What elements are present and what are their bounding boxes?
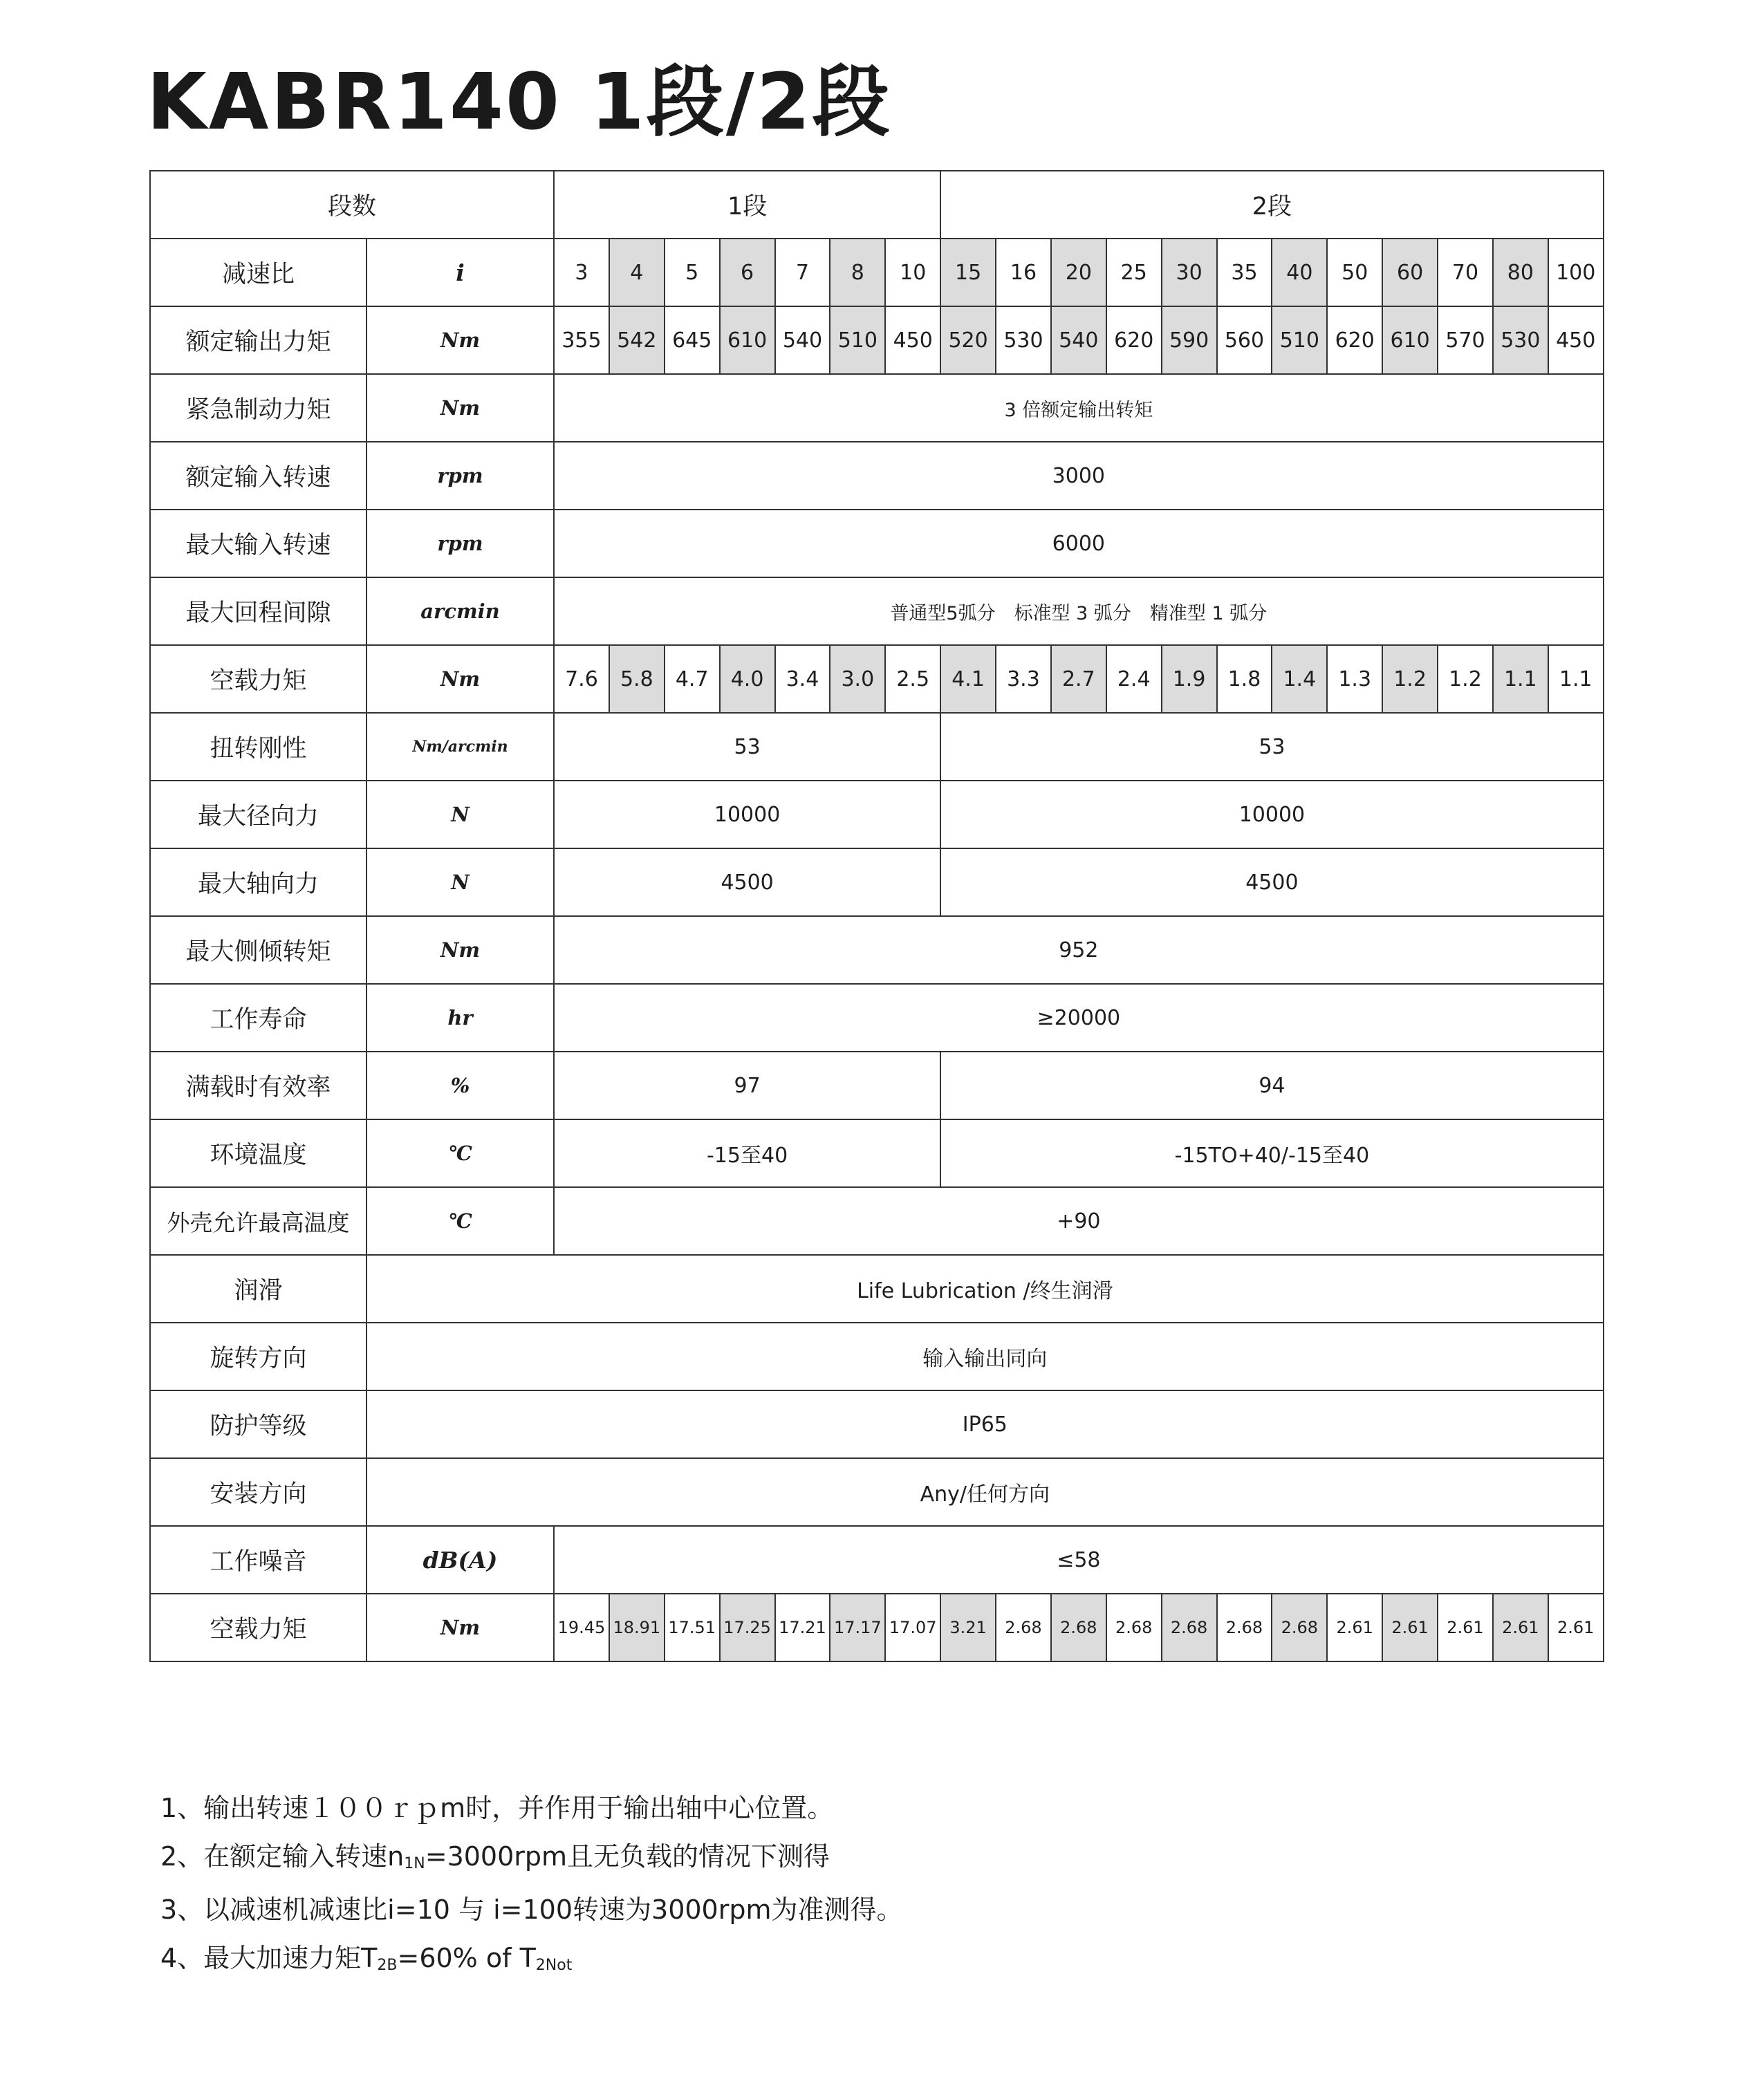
max-tilting-torque-row: [150, 916, 1604, 984]
value-cell: 540: [1051, 306, 1106, 374]
span-value: ≤58: [554, 1526, 1604, 1594]
row-unit: rpm: [366, 510, 554, 577]
footnote-4-text-mid: =60% of T: [397, 1943, 536, 1973]
ratio-cell: 35: [1217, 239, 1272, 306]
ratio-cell: 30: [1162, 239, 1217, 306]
value-cell: 1.2: [1438, 645, 1493, 713]
value-cell: 610: [1382, 306, 1438, 374]
stage2-value: -15TO+40/-15至40: [940, 1119, 1604, 1187]
ratio-cell: 25: [1106, 239, 1162, 306]
value-cell: 1.2: [1382, 645, 1438, 713]
value-cell: 17.51: [665, 1594, 720, 1661]
value-cell: 520: [940, 306, 996, 374]
max-housing-temp-row: [150, 1187, 1604, 1255]
noise-row: [150, 1526, 1604, 1594]
row-label: 空载力矩: [150, 645, 366, 713]
value-cell: 542: [609, 306, 665, 374]
value-cell: 4.0: [720, 645, 775, 713]
value-cell: 450: [1548, 306, 1604, 374]
span-value: 输入输出同向: [366, 1323, 1604, 1390]
row-label: 工作寿命: [150, 984, 366, 1052]
stage1-header: 1段: [554, 171, 940, 239]
ratio-cell: 20: [1051, 239, 1106, 306]
stage1-value: 10000: [554, 781, 940, 848]
row-label: 最大侧倾转矩: [150, 916, 366, 984]
stage2-value: 10000: [940, 781, 1604, 848]
no-load-torque-2-row: [150, 1594, 1604, 1661]
ratio-cell: 15: [940, 239, 996, 306]
row-label: 最大径向力: [150, 781, 366, 848]
stage1-value: 97: [554, 1052, 940, 1119]
row-unit: i: [366, 239, 554, 306]
no-load-torque-row: [150, 645, 1604, 713]
value-cell: 620: [1106, 306, 1162, 374]
value-cell: 1.1: [1548, 645, 1604, 713]
row-unit: ℃: [366, 1119, 554, 1187]
ratio-cell: 50: [1327, 239, 1382, 306]
stage2-value: 4500: [940, 848, 1604, 916]
value-cell: 355: [554, 306, 609, 374]
ratio-cell: 5: [665, 239, 720, 306]
row-unit: N: [366, 848, 554, 916]
ratio-cell: 6: [720, 239, 775, 306]
stage2-header: 2段: [940, 171, 1604, 239]
value-cell: 1.9: [1162, 645, 1217, 713]
max-radial-force-row: [150, 781, 1604, 848]
value-cell: 2.68: [1162, 1594, 1217, 1661]
span-value: Any/任何方向: [366, 1458, 1604, 1526]
value-cell: 450: [885, 306, 940, 374]
footnote-4: [160, 1934, 902, 1987]
value-cell: 620: [1327, 306, 1382, 374]
footnotes: [160, 1784, 902, 1987]
stage1-value: 4500: [554, 848, 940, 916]
footnote-2-subscript: 1N: [404, 1855, 425, 1872]
span-value: 952: [554, 916, 1604, 984]
mounting-direction-row: [150, 1458, 1604, 1526]
span-value: ≥20000: [554, 984, 1604, 1052]
stage-count-label: 段数: [150, 171, 554, 239]
row-label: 空载力矩: [150, 1594, 366, 1661]
value-cell: 610: [720, 306, 775, 374]
efficiency-row: [150, 1052, 1604, 1119]
ratio-cell: 100: [1548, 239, 1604, 306]
value-cell: 1.4: [1272, 645, 1327, 713]
row-label: 满载时有效率: [150, 1052, 366, 1119]
row-unit: Nm: [366, 306, 554, 374]
row-label: 润滑: [150, 1255, 366, 1323]
value-cell: 2.7: [1051, 645, 1106, 713]
footnote-4-subscript: 2B: [377, 1957, 398, 1974]
value-cell: 4.7: [665, 645, 720, 713]
max-axial-force-row: [150, 848, 1604, 916]
value-cell: 2.68: [1272, 1594, 1327, 1661]
value-cell: 530: [996, 306, 1051, 374]
span-value: 6000: [554, 510, 1604, 577]
row-label: 安装方向: [150, 1458, 366, 1526]
ratio-cell: 60: [1382, 239, 1438, 306]
value-cell: 2.68: [1051, 1594, 1106, 1661]
row-unit: hr: [366, 984, 554, 1052]
ratio-cell: 4: [609, 239, 665, 306]
span-value: 普通型5弧分 标准型 3 弧分 精准型 1 弧分: [554, 577, 1604, 645]
stage2-value: 53: [940, 713, 1604, 781]
span-value: 3000: [554, 442, 1604, 510]
ratio-cell: 80: [1493, 239, 1548, 306]
ambient-temp-row: [150, 1119, 1604, 1187]
row-label: 最大轴向力: [150, 848, 366, 916]
row-unit: Nm: [366, 1594, 554, 1661]
footnote-2: [160, 1832, 902, 1885]
value-cell: 3.3: [996, 645, 1051, 713]
lubrication-row: [150, 1255, 1604, 1323]
value-cell: 18.91: [609, 1594, 665, 1661]
emergency-torque-row: [150, 374, 1604, 442]
value-cell: 1.8: [1217, 645, 1272, 713]
ratio-cell: 3: [554, 239, 609, 306]
value-cell: 2.68: [996, 1594, 1051, 1661]
value-cell: 2.68: [1106, 1594, 1162, 1661]
page-title: KABR140 1段/2段: [147, 57, 892, 147]
row-label: 最大回程间隙: [150, 577, 366, 645]
span-value: Life Lubrication /终生润滑: [366, 1255, 1604, 1323]
value-cell: 2.4: [1106, 645, 1162, 713]
row-label: 工作噪音: [150, 1526, 366, 1594]
footnote-2-text-end: =3000rpm且无负载的情况下测得: [425, 1841, 830, 1872]
stage1-value: -15至40: [554, 1119, 940, 1187]
row-label: 最大输入转速: [150, 510, 366, 577]
ratio-cell: 7: [775, 239, 830, 306]
value-cell: 510: [1272, 306, 1327, 374]
torsional-rigidity-row: [150, 713, 1604, 781]
value-cell: 5.8: [609, 645, 665, 713]
stage2-value: 94: [940, 1052, 1604, 1119]
row-label: 扭转刚性: [150, 713, 366, 781]
row-label: 防护等级: [150, 1390, 366, 1458]
value-cell: 2.61: [1382, 1594, 1438, 1661]
row-label: 额定输出力矩: [150, 306, 366, 374]
ratio-cell: 8: [830, 239, 885, 306]
row-unit: Nm: [366, 374, 554, 442]
span-value: 3 倍额定输出转矩: [554, 374, 1604, 442]
rotation-direction-row: [150, 1323, 1604, 1390]
ratio-cell: 16: [996, 239, 1051, 306]
value-cell: 2.68: [1217, 1594, 1272, 1661]
value-cell: 2.61: [1493, 1594, 1548, 1661]
row-label: 环境温度: [150, 1119, 366, 1187]
value-cell: 3.21: [940, 1594, 996, 1661]
footnote-1: 1、输出转速１００ｒｐm时，并作用于输出轴中心位置。: [160, 1793, 834, 1823]
rated-torque-row: [150, 306, 1604, 374]
row-label: 外壳允许最高温度: [150, 1187, 366, 1255]
row-unit: N: [366, 781, 554, 848]
ratio-cell: 40: [1272, 239, 1327, 306]
value-cell: 3.0: [830, 645, 885, 713]
rated-input-speed-row: [150, 442, 1604, 510]
row-unit: %: [366, 1052, 554, 1119]
value-cell: 4.1: [940, 645, 996, 713]
value-cell: 530: [1493, 306, 1548, 374]
row-unit: Nm/arcmin: [366, 713, 554, 781]
row-label: 减速比: [150, 239, 366, 306]
spec-table: [149, 170, 1604, 1662]
row-unit: Nm: [366, 916, 554, 984]
value-cell: 570: [1438, 306, 1493, 374]
row-unit: Nm: [366, 645, 554, 713]
row-unit: dB(A): [366, 1526, 554, 1594]
ratio-row: [150, 239, 1604, 306]
row-label: 额定输入转速: [150, 442, 366, 510]
service-life-row: [150, 984, 1604, 1052]
max-input-speed-row: [150, 510, 1604, 577]
table-header-row: [150, 171, 1604, 239]
span-value: IP65: [366, 1390, 1604, 1458]
value-cell: 17.07: [885, 1594, 940, 1661]
value-cell: 560: [1217, 306, 1272, 374]
value-cell: 17.21: [775, 1594, 830, 1661]
row-unit: arcmin: [366, 577, 554, 645]
backlash-row: [150, 577, 1604, 645]
ratio-cell: 70: [1438, 239, 1493, 306]
value-cell: 2.61: [1548, 1594, 1604, 1661]
value-cell: 510: [830, 306, 885, 374]
stage1-value: 53: [554, 713, 940, 781]
value-cell: 645: [665, 306, 720, 374]
value-cell: 17.25: [720, 1594, 775, 1661]
row-label: 旋转方向: [150, 1323, 366, 1390]
value-cell: 19.45: [554, 1594, 609, 1661]
value-cell: 540: [775, 306, 830, 374]
row-label: 紧急制动力矩: [150, 374, 366, 442]
footnote-2-text: 2、在额定输入转速n: [160, 1841, 405, 1872]
row-unit: ℃: [366, 1187, 554, 1255]
footnote-4-subscript-2: 2Not: [535, 1957, 573, 1974]
protection-class-row: [150, 1390, 1604, 1458]
value-cell: 7.6: [554, 645, 609, 713]
value-cell: 1.1: [1493, 645, 1548, 713]
value-cell: 590: [1162, 306, 1217, 374]
value-cell: 2.61: [1327, 1594, 1382, 1661]
value-cell: 2.5: [885, 645, 940, 713]
value-cell: 2.61: [1438, 1594, 1493, 1661]
value-cell: 17.17: [830, 1594, 885, 1661]
value-cell: 1.3: [1327, 645, 1382, 713]
value-cell: 3.4: [775, 645, 830, 713]
span-value: +90: [554, 1187, 1604, 1255]
ratio-cell: 10: [885, 239, 940, 306]
row-unit: rpm: [366, 442, 554, 510]
footnote-3: 3、以减速机减速比i=10 与 i=100转速为3000rpm为准测得。: [160, 1894, 903, 1925]
footnote-4-text: 4、最大加速力矩T: [160, 1943, 378, 1973]
